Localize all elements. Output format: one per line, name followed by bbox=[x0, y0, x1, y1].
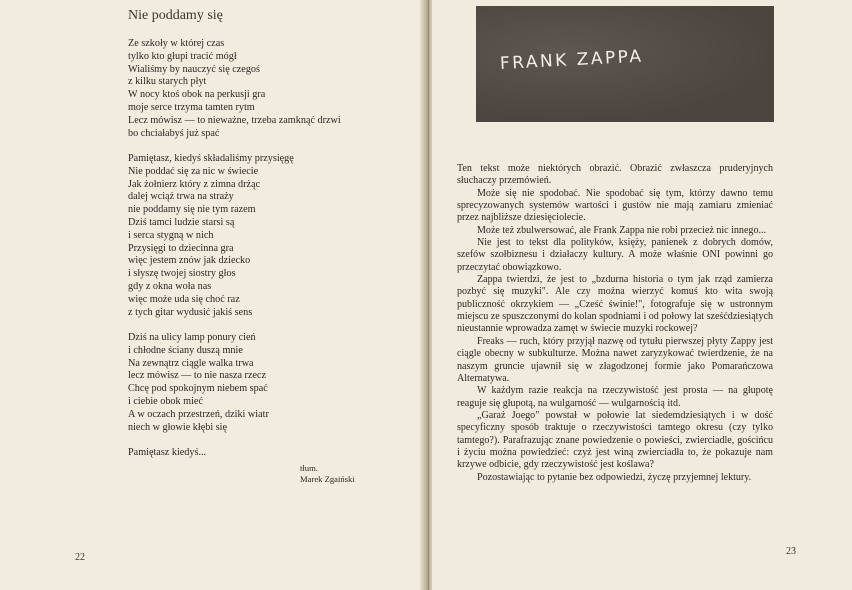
poem-stanza bbox=[128, 153, 408, 319]
page-number-right: 23 bbox=[786, 546, 796, 557]
article-paragraph: Nie jest to tekst dla polityków, księży, panienek z dobrych domów, szefów szołbiznesu i działaczy kultury. A może właśnie ONI powinni go przeczytać obowiązkowo. bbox=[457, 237, 773, 273]
poem-line: więc jestem znów jak dziecko bbox=[128, 255, 251, 267]
poem-line: Wialiśmy by nauczyć się czegoś bbox=[128, 63, 260, 75]
photo-handwritten-caption: FRANK ZAPPA bbox=[499, 46, 644, 74]
article-paragraph: Może się nie spodobać. Nie spodobać się tym, którzy dawno temu sprecyzowanych systemów wartości i gustów nie mają zamiaru zmieniać przez najbliższe dziesięciolecie. bbox=[457, 187, 773, 224]
poem-line: i chłodne ściany duszą mnie bbox=[128, 344, 243, 356]
poem-line: Na zewnątrz ciągle walka trwa bbox=[128, 357, 254, 369]
poem-line: z kilku starych płyt bbox=[128, 76, 207, 88]
poem-line: moje serce trzyma tamten rytm bbox=[128, 101, 255, 113]
poem-line: Lecz mówisz — to nieważne, trzeba zamknąć drzwi bbox=[128, 114, 341, 126]
poem-line: i słyszę twojej siostry głos bbox=[128, 268, 236, 280]
poem-line: Dziś tamci ludzie starsi są bbox=[128, 216, 235, 228]
article-paragraph: Zappa twierdzi, że jest to „bzdurna historia o tym jak rząd zamierza pozbyć się muzyki". Ale czy można wierzyć komuś kto wita swoją publiczność okrzykiem — „Cześć świnie!", fotografuje się w ustronnym miejscu ze spuszczonymi do kolan spodniami i od połowy lat sześćdziesiątych nieustannie wprowadza zamęt w świecie muzyki rockowej? bbox=[457, 274, 773, 335]
poem-body bbox=[128, 38, 408, 472]
poem-line: gdy z okna woła nas bbox=[128, 280, 212, 292]
poem-stanza bbox=[128, 38, 408, 140]
translator-label: tłum. bbox=[300, 463, 318, 473]
article-paragraph: „Garaż Joego" powstał w połowie lat siedemdziesiątych i w dość specyficzny sposób traktuje o rzeczywistości tamtego okresu (czy tylko tamtego?). Parafrazując znane powiedzenie o powieści, zwierciadle, gościńcu i życiu można powiedzieć: czyż jest winą zwierciadła to, że pokazuje nam krzywe odbicie, gdy rzeczywistość jest koślawa? bbox=[457, 409, 773, 471]
poem-line: niech w głowie kłębi się bbox=[128, 421, 228, 433]
article-paragraph: Może też zbulwersować, ale Frank Zappa nie robi przecież nic innego... bbox=[477, 224, 766, 236]
poem-line: tylko kto głupi tracić mógł bbox=[128, 50, 237, 62]
poem-line: A w oczach przestrzeń, dziki wiatr bbox=[128, 408, 269, 420]
poem-stanza bbox=[128, 447, 408, 460]
article-text bbox=[457, 163, 773, 484]
poem-line: lecz mówisz — to nie nasza rzecz bbox=[128, 370, 267, 382]
article-paragraph: Ten tekst może niektórych obrazić. Obrazić zwłaszcza pruderyjnych słuchaczy przemówień. bbox=[457, 163, 773, 187]
poem-line: i ciebie obok mieć bbox=[128, 395, 203, 407]
poem-line: dalej wciąż trwa na straży bbox=[128, 191, 234, 203]
poem-line: Nie poddać się za nic w świecie bbox=[128, 165, 259, 177]
poem-line: i serca stygną w nich bbox=[128, 229, 214, 241]
translator-credit bbox=[300, 463, 355, 485]
poem-line: więc może uda się choć raz bbox=[128, 293, 240, 305]
translator-name: Marek Zgaiński bbox=[300, 474, 355, 484]
left-page bbox=[0, 0, 424, 590]
poem-line: bo chciałabyś już spać bbox=[128, 127, 220, 139]
frank-zappa-photo bbox=[476, 6, 774, 122]
poem-line: Pamiętasz, kiedyś składaliśmy przysięgę bbox=[128, 152, 294, 164]
article-paragraph: Pozostawiając to pytanie bez odpowiedzi, życzę przyjemnej lektury. bbox=[477, 471, 752, 483]
poem-line: Ze szkoły w której czas bbox=[128, 38, 225, 49]
poem-line: Pamiętasz kiedyś... bbox=[128, 446, 207, 458]
article-paragraph: Freaks — ruch, który przyjął nazwę od tytułu pierwszej płyty Zappy jest ciągle obecny w subkulturze. Można nawet zaryzykować twierdzenie, że na naszym gruncie ujawnił się w złagodzonej formie jako Pomarańczowa Alternatywa. bbox=[457, 335, 773, 384]
poem-stanza bbox=[128, 332, 408, 434]
poem-line: nie poddamy się nie tym razem bbox=[128, 204, 256, 216]
poem-line: Przysięgi to dziecinna gra bbox=[128, 242, 234, 254]
article-paragraph: W każdym razie reakcja na rzeczywistość jest prosta — na głupotę reaguje się głupotą, na wulgarność — wulgarnością itd. bbox=[457, 385, 773, 409]
poem-line: z tych gitar wydusić jakiś sens bbox=[128, 306, 253, 318]
poem-line: Jak żołnierz który z zimna drżąc bbox=[128, 178, 261, 190]
poem-line: Dziś na ulicy lamp ponury cień bbox=[128, 331, 256, 343]
poem-line: W nocy ktoś obok na perkusji gra bbox=[128, 89, 266, 101]
page-number-left: 22 bbox=[75, 552, 85, 563]
poem-title: Nie poddamy się bbox=[128, 8, 223, 23]
poem-line: Chcę pod spokojnym niebem spać bbox=[128, 383, 268, 395]
